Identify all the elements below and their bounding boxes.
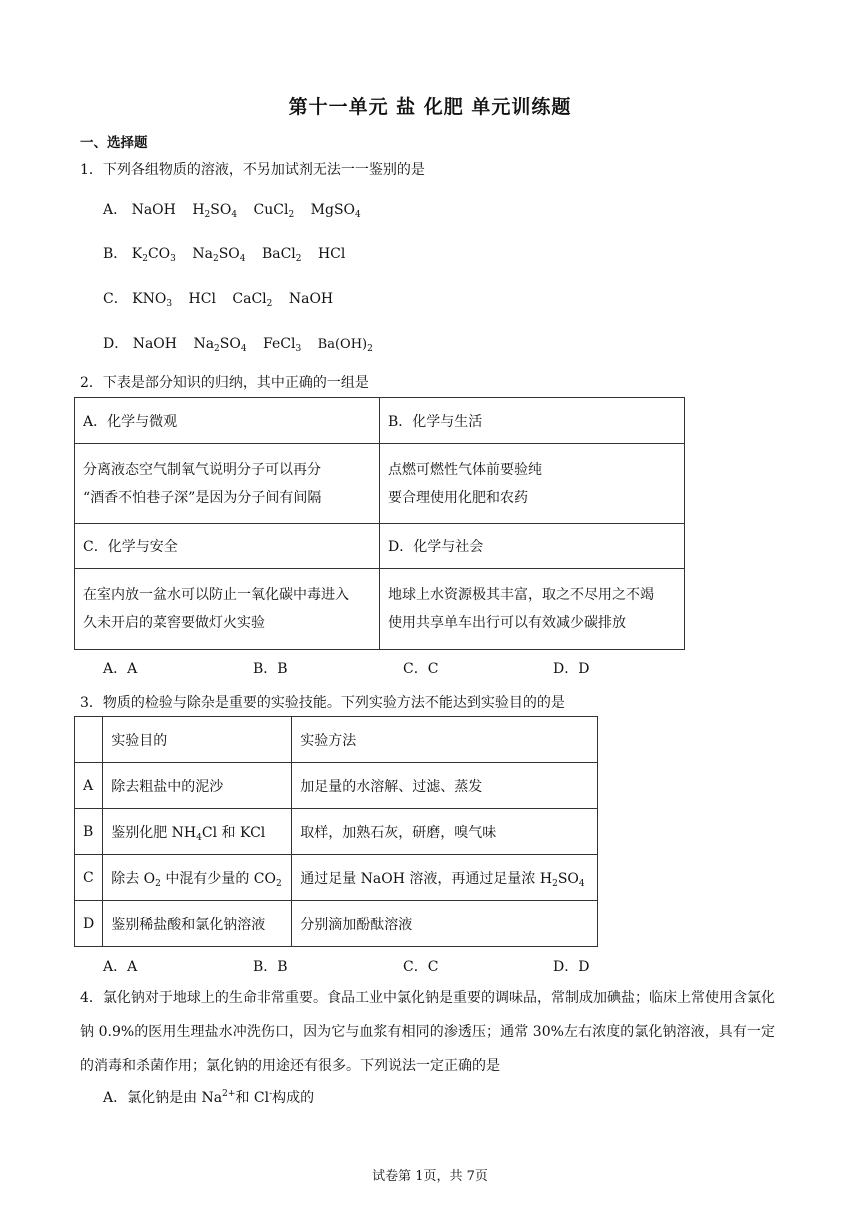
cell-b-content: 点燃可燃性气体前要验纯 要合理使用化肥和农药 [380, 444, 685, 524]
header-purpose: 实验目的 [103, 717, 292, 763]
cell-a-heading: A．化学与微观 [75, 398, 380, 444]
answer-option-b: B．B [253, 959, 288, 975]
row-purpose: 鉴别化肥 $NH_4Cl$ 和 KCl [103, 809, 292, 855]
cell-d-content: 地球上水资源极其丰富，取之不尽用之不竭 使用共享单车出行可以有效减少碳排放 [380, 569, 685, 650]
question-3-stem: 3．物质的检验与除杂是重要的实验技能。下列实验方法不能达到实验目的的是 [80, 695, 565, 711]
row-label: D [75, 901, 103, 947]
answer-option-a: A．A [103, 661, 138, 677]
question-1-stem: 1．下列各组物质的溶液，不另加试剂无法一一鉴别的是 [80, 162, 425, 178]
header-method: 实验方法 [292, 717, 598, 763]
experiment-table [74, 716, 598, 947]
cell-c-heading: C．化学与安全 [75, 524, 380, 569]
page-footer: 试卷第 1页，共 7页 [372, 1169, 488, 1184]
cell-a-content: 分离液态空气制氧气说明分子可以再分 “酒香不怕巷子深”是因为分子间有间隔 [75, 444, 380, 524]
row-method: 加足量的水溶解、过滤、蒸发 [292, 763, 598, 809]
row-purpose: 鉴别稀盐酸和氯化钠溶液 [103, 901, 292, 947]
answer-option-b: B．B [253, 661, 288, 677]
question-2-stem: 2．下表是部分知识的归纳，其中正确的一组是 [80, 375, 369, 391]
question-1-option-d: D． NaOH $Na_2SO_4$ FeCl$_3$ $Ba(OH)_2$ [103, 336, 373, 354]
question-4-stem: 4．氯化钠对于地球上的生命非常重要。食品工业中氯化钠是重要的调味品，常制成加碘盐；临床上常使用含氯化钠 0.9%的医用生理盐水冲洗伤口，因为它与血浆有相同的渗透压；通常 30%左右浓度的氯化钠溶液，具有一定的消毒和杀菌作用；氯化钠的用途还有很多。下列说法一定正确的是 [80, 990, 775, 1074]
header-blank [75, 717, 103, 763]
answer-option-c: C．C [403, 661, 439, 677]
question-1-option-a: A． NaOH $H_2SO_4$ CuCl$_2$ MgSO$_4$ [103, 202, 361, 220]
question-1-option-c: C． $KNO_3$ HCl CaCl$_2$ NaOH [103, 291, 334, 309]
answer-option-d: D．D [553, 661, 590, 677]
cell-b-heading: B．化学与生活 [380, 398, 685, 444]
row-method: 取样，加熟石灰，研磨，嗅气味 [292, 809, 598, 855]
cell-d-heading: D．化学与社会 [380, 524, 685, 569]
answer-option-a: A．A [103, 959, 138, 975]
question-3-answers [103, 956, 703, 976]
row-method: 通过足量 NaOH 溶液，再通过足量浓 $H_2SO_4$ [292, 855, 598, 901]
question-4-option-a: A．氯化钠是由 $Na^{2+}$和 Cl-构成的 [103, 1089, 315, 1106]
row-purpose: 除去粗盐中的泥沙 [103, 763, 292, 809]
answer-option-c: C．C [403, 959, 439, 975]
knowledge-table [74, 397, 685, 650]
row-label: A [75, 763, 103, 809]
row-label: C [75, 855, 103, 901]
question-2-answers [103, 658, 703, 678]
row-method: 分别滴加酚酞溶液 [292, 901, 598, 947]
cell-c-content: 在室内放一盆水可以防止一氧化碳中毒进入 久未开启的菜窖要做灯火实验 [75, 569, 380, 650]
answer-option-d: D．D [553, 959, 590, 975]
question-1-option-b: B． $K_2CO_3$ $Na_2SO_4$ BaCl$_2$ HCl [103, 246, 346, 264]
page-title: 第十一单元 盐 化肥 单元训练题 [288, 96, 572, 118]
row-label: B [75, 809, 103, 855]
section-heading: 一、选择题 [80, 135, 148, 151]
row-purpose: 除去 $O_2$ 中混有少量的 $CO_2$ [103, 855, 292, 901]
